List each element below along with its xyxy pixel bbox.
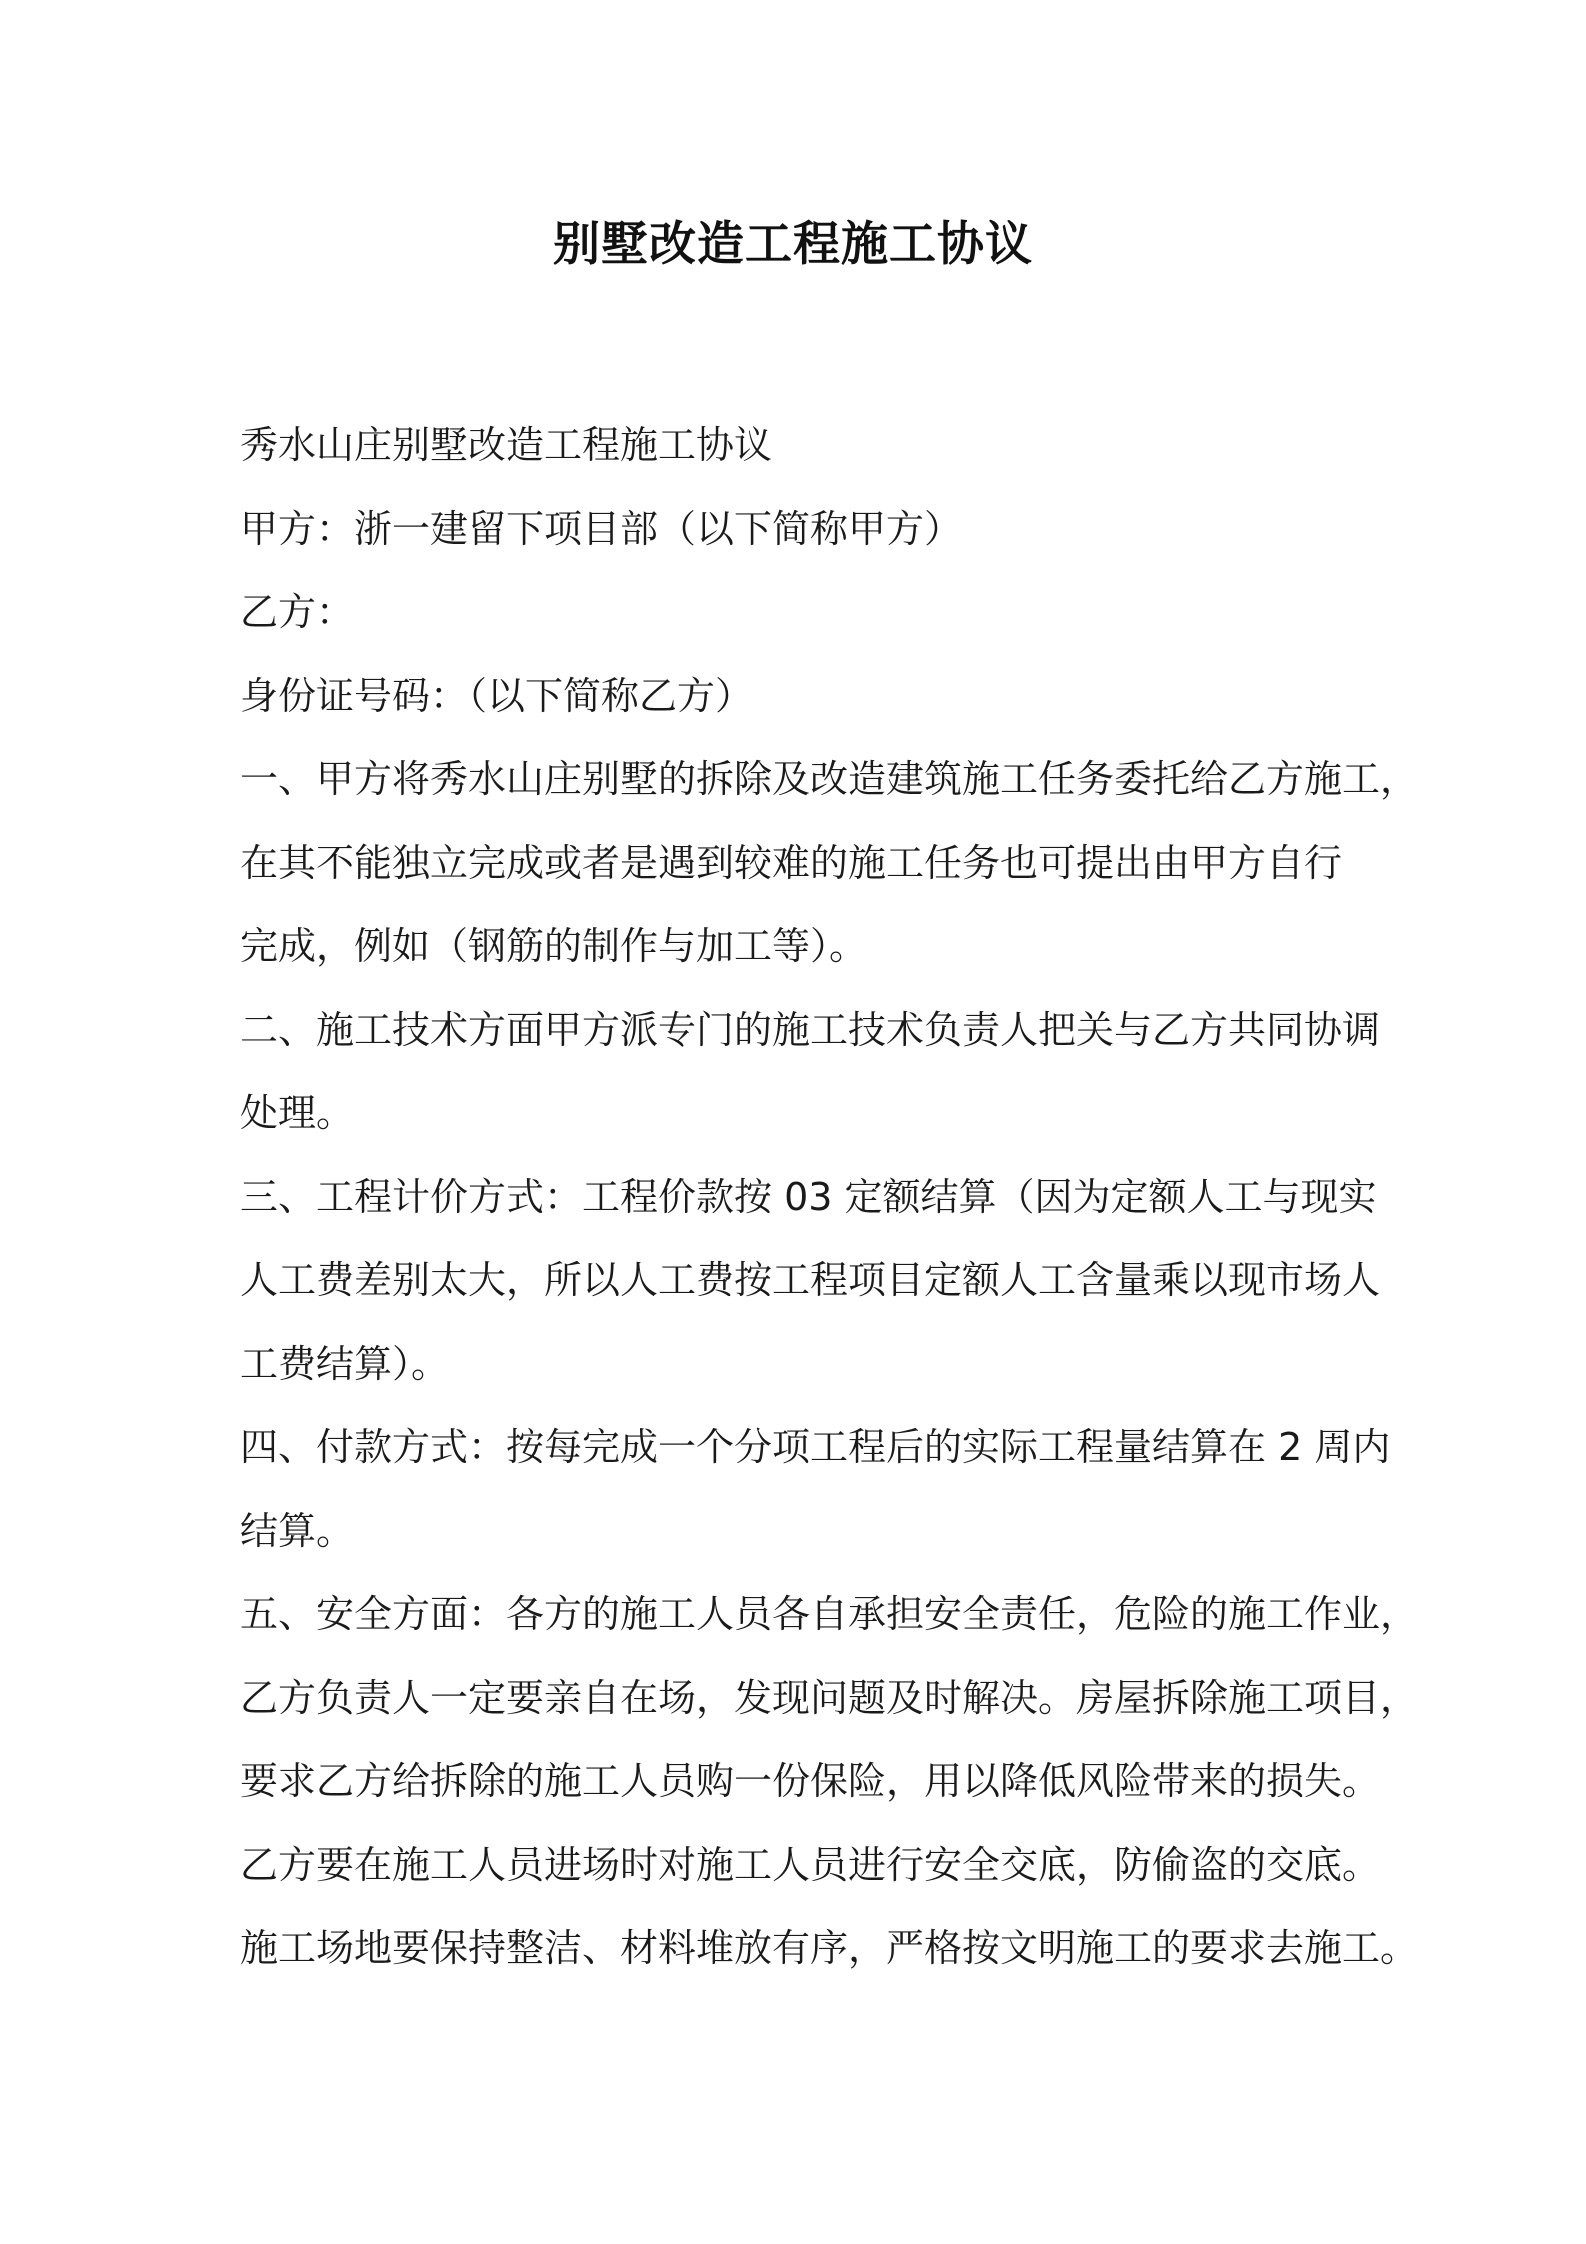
document-body — [240, 404, 1419, 1991]
clause-5-line: 乙方要在施工人员进场时对施工人员进行安全交底，防偷盗的交底。 — [240, 1842, 1381, 1887]
subtitle-line: 秀水山庄别墅改造工程施工协议 — [240, 423, 773, 467]
clause-4-line: 四、付款方式：按每完成一个分项工程后的实际工程量结算在 2 周内 — [240, 1425, 1391, 1469]
clause-3-line: 人工费差别太大，所以人工费按工程项目定额人工含量乘以现市场人 — [240, 1258, 1381, 1302]
clause-2-line: 二、施工技术方面甲方派专门的施工技术负责人把关与乙方共同协调 — [240, 1007, 1381, 1052]
clause-3-line: 三、工程计价方式：工程价款按 03 定额结算（因为定额人工与现实 — [240, 1174, 1377, 1219]
clause-5-line: 乙方负责人一定要亲自在场，发现问题及时解决。房屋拆除施工项目， — [240, 1675, 1419, 1720]
clause-5-line: 五、安全方面：各方的施工人员各自承担安全责任，危险的施工作业， — [240, 1592, 1419, 1636]
id-number-line: 身份证号码：（以下简称乙方） — [240, 673, 754, 718]
clause-4-line: 结算。 — [240, 1508, 355, 1553]
party-a-line: 甲方：浙一建留下项目部（以下简称甲方） — [240, 506, 963, 551]
clause-5-line: 要求乙方给拆除的施工人员购一份保险，用以降低风险带来的损失。 — [240, 1759, 1381, 1803]
party-b-line: 乙方： — [240, 590, 355, 634]
document-title: 别墅改造工程施工协议 — [553, 217, 1033, 272]
clause-2-line: 处理。 — [240, 1091, 355, 1135]
clause-3-line: 工费结算）。 — [240, 1341, 450, 1386]
clause-1-line: 在其不能独立完成或者是遇到较难的施工任务也可提出由甲方自行 — [240, 840, 1343, 885]
clause-1-line: 完成，例如（钢筋的制作与加工等）。 — [240, 924, 868, 968]
clause-5-line: 施工场地要保持整洁、材料堆放有序，严格按文明施工的要求去施工。 — [240, 1926, 1419, 1970]
clause-1-line: 一、甲方将秀水山庄别墅的拆除及改造建筑施工任务委托给乙方施工， — [240, 757, 1419, 801]
